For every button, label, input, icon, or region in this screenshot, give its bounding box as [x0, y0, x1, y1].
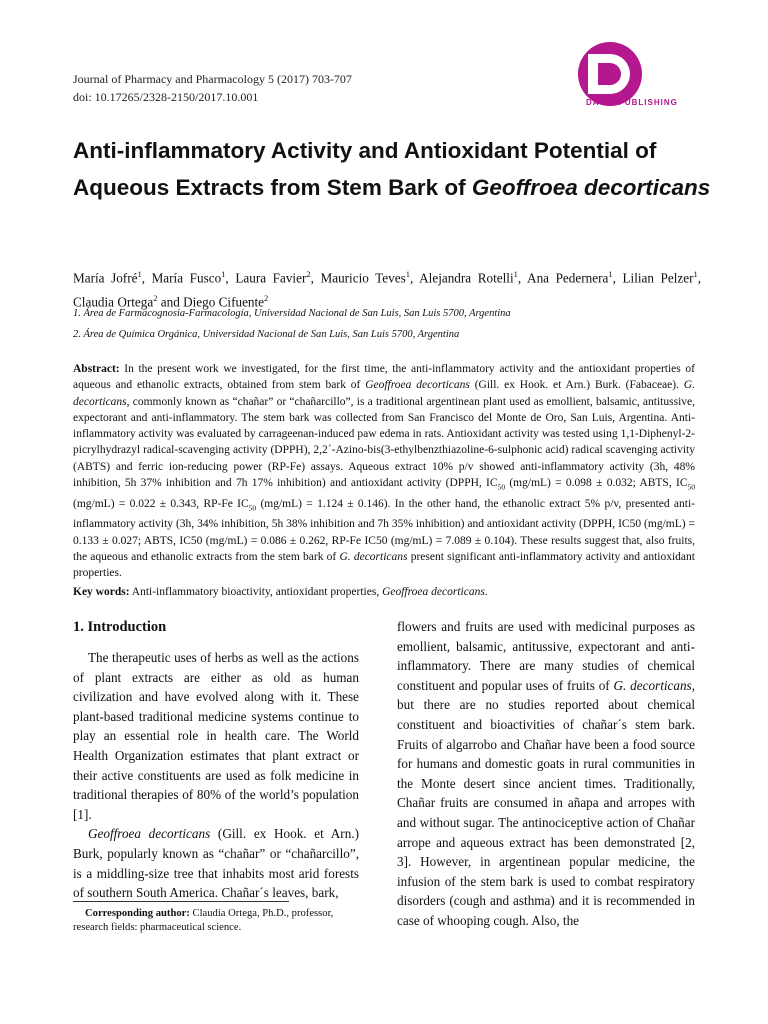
abstract-subscript: 50 — [497, 482, 506, 492]
author-name: María Fusco — [151, 270, 222, 286]
paragraph — [397, 617, 695, 931]
footnote-text: Claudia Ortega, Ph.D., professor, research fields: pharmaceutical science. — [73, 908, 334, 933]
abstract-text: (Gill. ex Hook. et Arn.) Burk. (Fabaceae). — [469, 379, 684, 392]
footnote-label: Corresponding author: — [85, 908, 190, 919]
journal-citation: Journal of Pharmacy and Pharmacology 5 (2017) 703-707 — [73, 72, 352, 86]
paragraph: The therapeutic uses of herbs as well as the actions of plant extracts are either as old as human civilization and have evolved along with it. These plant-based traditional medicine systems continue to play an essential role in health care. The World Health Organization estimates that plant extract or their active constituents are used as folk medicine in traditional therapies of 80% of the world’s population [1]. — [73, 650, 359, 822]
author-name: Diego Cifuente — [183, 294, 265, 310]
author-affiliation-mark: 2 — [264, 293, 269, 304]
abstract-label: Abstract: — [73, 363, 120, 375]
author-name: Alejandra Rotelli — [419, 270, 514, 286]
abstract-subscript: 50 — [248, 502, 257, 512]
species-name: G. decorticans, — [613, 677, 695, 693]
author-name: Lilian Pelzer — [622, 270, 694, 286]
paragraph-text: (Gill. ex Hook. et Arn.) Burk, popularly known as “chañar” or “chañarcillo”, is a middling-size tree that inhabits most arid forests of southern South America. Chañar´s leaves, bark, — [73, 826, 359, 901]
abstract-text: , commonly known as “chañar” or “chañarcillo”, is a traditional argentinean plant used as emollient, balsamic, antitussive, expectorant and anti-inflammatory. The stem bark was collected from San Francisco del Monte de Oro, San Luis, Argentina. Anti-inflammatory activity was evaluated by carrageenan-induced paw edema in rats. Antioxidant activity was tested using 1,1-Diphenyl-2-picrylhydrazyl radical-scavenging activity (DPPH), 2,2´-Azino-bis(3-ethylbenzthiazoline-6-sulphonic acid) radical scavenging activity (ABTS) and ferric ion-reducing power (RP-Fe) assays. Aqueous extract 10% p/v showed anti-inflammatory activity (3h, 48% inhibition, 5h 37% inhibition and 7h 17% inhibition) and antioxidant activity (DPPH, IC — [73, 395, 695, 490]
journal-header — [73, 70, 352, 106]
abstract-species: Geoffroea decorticans — [365, 379, 470, 392]
author-affiliation-mark: 1 — [608, 269, 613, 279]
paragraph — [73, 824, 359, 902]
keywords-label: Key words: — [73, 586, 130, 598]
keywords — [73, 584, 695, 600]
keywords-text: Anti-inflammatory bioactivity, antioxidant properties, — [129, 586, 383, 598]
right-column — [397, 617, 695, 931]
abstract-text: (mg/mL) = 0.022 ± 0.343, RP-Fe IC — [73, 497, 249, 510]
abstract-text: present significant anti-inflammatory activity and antioxidant properties. — [73, 550, 695, 580]
abstract-species: G. decorticans — [73, 379, 695, 408]
author-name: María Jofré — [73, 270, 138, 286]
keywords-end: . — [484, 586, 488, 598]
author-name: Laura Favier — [235, 270, 307, 286]
species-name: Geoffroea decorticans — [88, 826, 211, 842]
author-affiliation-mark: 1 — [137, 269, 142, 279]
author-affiliation-mark: 1 — [221, 269, 226, 279]
author-name: Ana Pedernera — [527, 270, 609, 286]
paragraph-text: but there are no studies reported about chemical constituent and bioactivities of chañar´s stem bark. Fruits of algarrobo and Chañar have been a food source for humans and domestic goats in rural communities in the Monte desert since ancient times. Traditionally, Chañar fruits are consumed in añapa and arropes with and without sugar. The antinociceptive action of Chañar arrope and aqueous extract has been demonstrated [2, 3]. However, in argentinean popular medicine, the infusion of the stem bark is used to combat respiratory disorders (cough and asthma) and it is recommended in case of whooping cough. Also, the — [397, 697, 695, 928]
author-affiliation-mark: 2 — [306, 269, 311, 279]
left-column — [73, 619, 359, 903]
intro-body-right — [397, 617, 695, 931]
intro-body-left — [73, 648, 359, 903]
author-affiliation-mark: 1 — [693, 269, 698, 279]
affiliation-1: 1. Área de Farmacognosia-Farmacología, Universidad Nacional de San Luis, San Luis 5700, Argentina — [73, 308, 511, 319]
section-heading: 1. Introduction — [73, 619, 167, 635]
paper-title — [73, 132, 713, 206]
publisher-name: DAVID PUBLISHING — [586, 98, 678, 107]
author-list: María Jofré$^1$, María Fusco$^1$, Laura Favier$^2$, Mauricio Teves$^1$, Alejandra Rotelli$^1$, Ana Pedernera$^1$, Lilian Pelzer$^1$, Claudia Ortega$^2$ and Diego Cifuente$^2$ — [73, 269, 702, 310]
author-name: Claudia Ortega — [73, 294, 154, 310]
corresponding-author-footnote — [73, 907, 363, 935]
keywords-species: Geoffroea decorticans — [382, 586, 485, 598]
author-affiliation-mark: 1 — [513, 269, 518, 279]
abstract-text: In the present work we investigated, for the first time, the anti-inflammatory activity and the antioxidant properties of aqueous and ethanolic extracts, obtained from stem bark of — [73, 363, 695, 392]
affiliation-2: 2. Área de Química Orgánica, Universidad Nacional de San Luis, San Luis 5700, Argentina — [73, 329, 460, 340]
author-affiliation-mark: 1 — [405, 269, 410, 279]
abstract-text: (mg/mL) = 1.124 ± 0.146). In the other hand, the ethanolic extract 5% p/v, presented anti-inflammatory activity (3h, 34% inhibition, 5h 38% inhibition and 7h 35% inhibition) and antioxidant activity (DPPH, IC50 (mg/mL) = 0.133 ± 0.027; ABTS, IC50 (mg/mL) = 0.086 ± 0.262, RP-Fe IC50 (mg/mL) = 7.089 ± 0.104). These results suggest that, also fruits, the aqueous and ethanolic extracts from the stem bark of — [73, 497, 696, 563]
abstract-subscript: 50 — [687, 482, 695, 492]
author-name: Mauricio Teves — [320, 270, 406, 286]
title-main: Anti-inflammatory Activity and Antioxidant Potential of Aqueous Extracts from Stem Bark of — [73, 138, 657, 200]
footnote-divider — [73, 901, 289, 902]
title-species: Geoffroea decorticans — [471, 175, 711, 200]
abstract-text: (mg/mL) = 0.098 ± 0.032; ABTS, IC — [505, 477, 688, 490]
abstract-species: G. decorticans — [339, 550, 408, 563]
author-affiliation-mark: 2 — [153, 293, 158, 304]
paragraph-text: flowers and fruits are used with medicinal purposes as emollient, balsamic, antitussive, expectorant and anti-inflammatory. There are many studies of chemical constituent and popular uses of fruits of — [397, 619, 695, 693]
abstract — [73, 361, 695, 581]
journal-doi: doi: 10.17265/2328-2150/2017.10.001 — [73, 90, 259, 104]
